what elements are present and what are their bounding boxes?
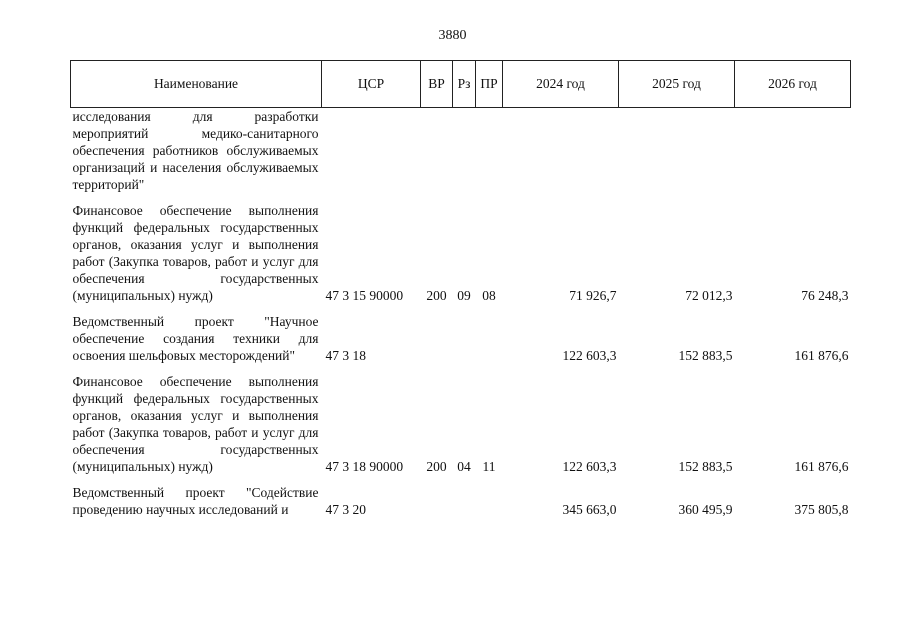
row-2026: 161 876,6 [794, 348, 849, 363]
row-name: Ведомственный проект "Научное обеспечение создания техники для освоения шельфовых месторождений" [72, 314, 319, 363]
row-2026 [735, 108, 851, 194]
row-2024: 122 603,3 [562, 348, 617, 363]
row-2024: 122 603,3 [562, 459, 617, 474]
header-2026: 2026 год [735, 61, 851, 108]
row-2025: 72 012,3 [685, 288, 733, 303]
row-2025 [619, 108, 735, 194]
table-row [71, 108, 851, 194]
header-pr: ПР [476, 61, 503, 108]
row-vr [421, 304, 453, 364]
row-2024 [503, 108, 619, 194]
row-pr: 08 [482, 288, 496, 303]
header-2025: 2025 год [619, 61, 735, 108]
row-csr: 47 3 18 [325, 348, 366, 363]
row-csr [322, 108, 421, 194]
row-csr: 47 3 15 90000 [325, 288, 404, 303]
row-2024: 345 663,0 [562, 502, 617, 517]
row-name: исследования для разработки мероприятий медико-санитарного обеспечения работников обслуживаемых организаций и населения обслуживаемых территорий" [72, 109, 319, 192]
table-row [71, 364, 851, 475]
row-pr [476, 304, 503, 364]
header-rz: Рз [453, 61, 476, 108]
row-name: Финансовое обеспечение выполнения функций федеральных государственных органов, оказания услуг и выполнения работ (Закупка товаров, работ и услуг для обеспечения государственных (муниципальных) нужд) [72, 374, 319, 474]
row-2026: 375 805,8 [794, 502, 849, 517]
header-vr: ВР [421, 61, 453, 108]
row-name: Ведомственный проект "Содействие проведению научных исследований и [72, 485, 319, 517]
row-vr [421, 108, 453, 194]
row-pr [476, 108, 503, 194]
row-rz: 04 [457, 459, 471, 474]
row-2025: 152 883,5 [678, 459, 733, 474]
row-rz [453, 304, 476, 364]
row-csr: 47 3 20 [325, 502, 366, 517]
row-2024: 71 926,7 [569, 288, 617, 303]
row-name: Финансовое обеспечение выполнения функций федеральных государственных органов, оказания услуг и выполнения работ (Закупка товаров, работ и услуг для обеспечения государственных (муниципальных) нужд) [72, 203, 319, 303]
table-row [71, 475, 851, 518]
row-csr: 47 3 18 90000 [325, 459, 404, 474]
budget-table [70, 60, 851, 518]
row-pr [476, 475, 503, 518]
table-row [71, 193, 851, 304]
header-name: Наименование [71, 61, 322, 108]
row-vr [421, 475, 453, 518]
table-row [71, 304, 851, 364]
page-number: 3880 [438, 28, 467, 43]
row-2026: 76 248,3 [801, 288, 849, 303]
row-rz: 09 [457, 288, 471, 303]
row-vr: 200 [426, 288, 447, 303]
row-2025: 360 495,9 [678, 502, 733, 517]
header-2024: 2024 год [503, 61, 619, 108]
table-header-row [71, 61, 851, 108]
row-rz [453, 475, 476, 518]
row-rz [453, 108, 476, 194]
row-2026: 161 876,6 [794, 459, 849, 474]
row-vr: 200 [426, 459, 447, 474]
row-2025: 152 883,5 [678, 348, 733, 363]
row-pr: 11 [482, 459, 496, 474]
header-csr: ЦСР [322, 61, 421, 108]
